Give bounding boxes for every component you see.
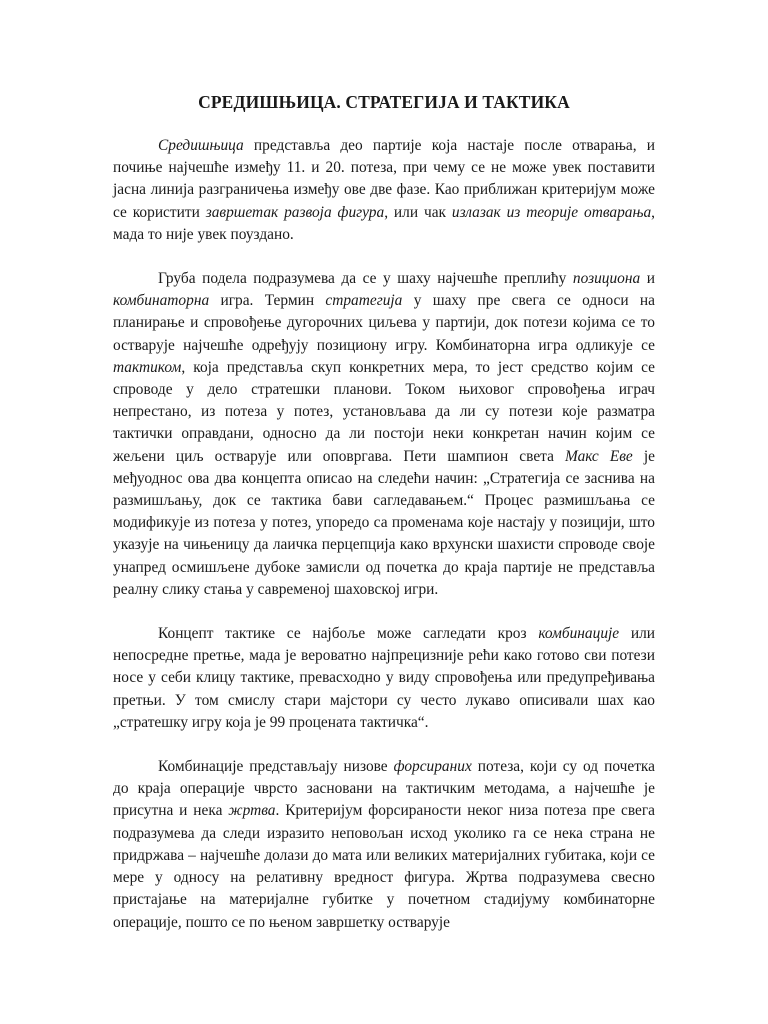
text-run: игра. Термин	[209, 292, 326, 310]
italic-term: форсираних	[393, 758, 472, 776]
text-run: и	[640, 270, 655, 288]
text-run: , или чак	[384, 203, 452, 221]
paragraph	[113, 135, 655, 246]
text-run: , која представља скуп конкретних мера, то јест средство којим се спроводе у дело стратешки планови. Током њиховог спровођења играч непрестано, из потеза у потез, установљава да ли су потези које разматра тактички оправдани, односно да ли постоји неки конкретан начин којим се жељени циљ остварује или оповргава. Пети шампион света	[113, 358, 655, 465]
italic-term: стратегија	[325, 292, 403, 310]
text-run: представља део партије која настаје после отварања, и почиње најчешће између 11. и 20. потеза, при чему се не може увек поставити јасна линија разграничења између ове две фазе. Као приближан критеријум може се користити	[113, 137, 655, 221]
text-run: Комбинације представљају низове	[158, 758, 394, 776]
text-run: потеза, који су од почетка до краја операције чврсто засновани на тактичким методама, а најчешће је присутна и нека	[113, 758, 655, 820]
text-run: Концепт тактике се најбоље може сагледати кроз	[158, 625, 539, 643]
page-title: СРЕДИШЊИЦА. СТРАТЕГИЈА И ТАКТИКА	[198, 92, 570, 112]
italic-term: комбинације	[538, 625, 620, 643]
italic-term: жртва	[228, 802, 276, 820]
paragraph	[113, 756, 655, 934]
text-run: је међуоднос ова два концепта описао на следећи начин: „Стратегија се заснива на размишљању, док се тактика бави сагледавањем.“ Процес размишљања се модификује из потеза у потез, упоредо са променама које настају у позицији, што указује на чињеницу да лаичка перцепција како врхунски шахисти спроводе своје унапред осмишљене дубоке замисли од почетка до краја партије не представља реалну слику стања у савременој шаховској игри.	[113, 447, 655, 598]
document-body	[113, 135, 655, 934]
text-run: или непосредне претње, мада је вероватно најпрецизније рећи како готово сви потези носе у себи клицу тактике, превасходно у виду спровођења или предупређивања претњи. У том смислу стари мајстори су често лукаво описивали шах као „стратешку игру која је 99 процената тактичка“.	[113, 625, 655, 731]
italic-term: излазак из теорије отварања	[451, 203, 652, 221]
paragraph	[113, 268, 655, 601]
italic-term: Средишњица	[158, 137, 244, 154]
italic-term: Макс Еве	[565, 447, 633, 465]
document-page	[113, 92, 655, 956]
italic-term: тактиком	[113, 358, 182, 376]
italic-term: позициона	[572, 270, 641, 288]
italic-term: завршетак развоја фигура	[205, 203, 385, 221]
text-run: Груба подела подразумева да се у шаху најчешће преплићу	[158, 270, 573, 288]
text-run: , мада то није увек поуздано.	[113, 203, 655, 243]
italic-term: комбинаторна	[113, 292, 210, 310]
text-run: у шаху пре свега се односи на планирање и спровођење дугорочних циљева у партији, док потези којима се то остварује најчешће одређују позициону игру. Комбинаторна игра одликује се	[113, 292, 655, 354]
paragraph	[113, 623, 655, 734]
text-run: . Критеријум форсираности неког низа потеза пре свега подразумева да следи изразито неповољан исход уколико га се нека страна не придржава – најчешће долази до мата или великих материјалних губитака, који се мере у односу на релативну вредност фигура. Жртва подразумева свесно пристајање на материјалне губитке у почетном стадијуму комбинаторне операције, пошто се по њеном завршетку остварује	[113, 802, 655, 931]
